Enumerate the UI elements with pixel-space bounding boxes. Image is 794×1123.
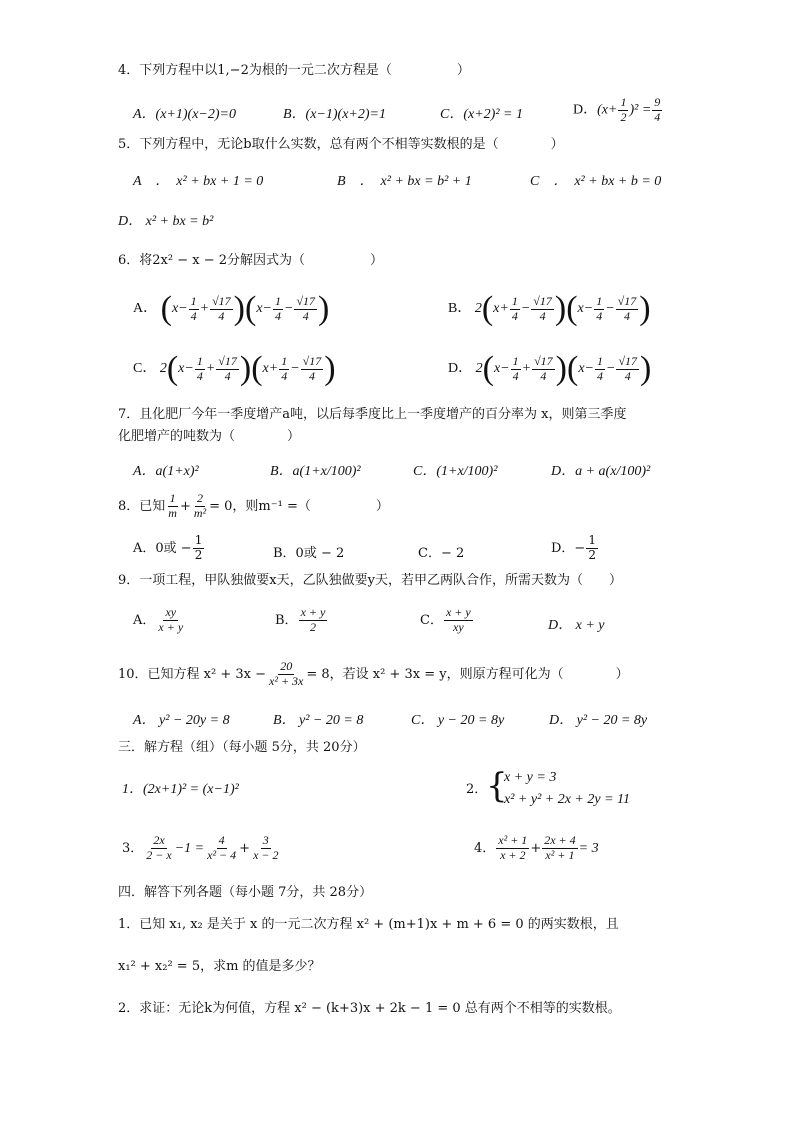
q8-a-pre: A．0或 −	[133, 540, 192, 556]
sec3-p3-f3	[251, 834, 280, 863]
section3-title: 三．解方程（组）（每小题 5分，共 20分）	[118, 740, 366, 755]
q6-a-f1	[189, 295, 199, 324]
sec3-problem2-eq2: x² + y² + 2x + 2y = 11	[504, 792, 630, 807]
q9-a-num: xy	[165, 605, 177, 619]
q8-d-frac	[586, 534, 598, 563]
q6-c-f1	[195, 355, 205, 384]
sec3-problem3	[122, 834, 282, 863]
den: 4	[596, 308, 603, 323]
sec3-p3-label: 3．	[122, 840, 144, 856]
sec4-problem1-line2: x₁² + x₂² = 5，求m 的值是多少？	[118, 959, 321, 974]
den: 4	[196, 368, 203, 383]
den: 4	[218, 308, 225, 323]
q9-stem: 9．一项工程，甲队独做要x天，乙队独做要y天，若甲乙两队合作，所需天数为（ ）	[118, 573, 622, 588]
num: 1	[596, 293, 603, 308]
q10-stem-post: = 8，若设 x² + 3x = y，则原方程可化为（ ）	[306, 666, 629, 682]
sec3-p3-f1	[144, 834, 173, 863]
q6-b-x2: x	[577, 301, 584, 317]
q7-option-d: D．a + a(x/100)²	[551, 464, 651, 479]
sec3-p4-f1	[496, 834, 529, 863]
q9-b-num: x + y	[300, 605, 326, 619]
sec3-problem2-eq1: x + y = 3	[504, 770, 557, 785]
q6-stem: 6．将2x² − x − 2分解因式为（ ）	[118, 253, 384, 268]
q10-option-b: B． y² − 20 = 8	[273, 713, 364, 728]
num: √17	[617, 293, 637, 308]
den: x + 2	[500, 847, 526, 862]
num: 2x	[153, 833, 165, 847]
q10-stem-pre: 10．已知方程 x² + 3x −	[118, 666, 267, 682]
q8-d-den: 2	[588, 547, 596, 562]
q9-c-den: xy	[453, 619, 464, 634]
q9-b-label: B．	[275, 612, 298, 628]
q6-c-f2	[216, 355, 239, 384]
q6-a-f4	[294, 295, 317, 324]
q9-c-num: x + y	[445, 605, 471, 619]
q10-option-d: D． y² − 20 = 8y	[549, 713, 648, 728]
q6-b-label: B．	[448, 301, 472, 317]
q6-option-a: A． (x− $\frac{1}{4}$ + $\frac{√17}{4}$ )(x− $\frac{1}{4}$ − $\frac{√17}{4}$ )	[133, 290, 330, 327]
den: 4	[624, 368, 631, 383]
q6-b-x1: x	[493, 301, 500, 317]
q8-n1: 1	[169, 491, 176, 505]
q6-c-coef: 2	[159, 361, 167, 377]
q8-stem-pre: 8．已知	[118, 498, 166, 514]
den: x² + 1	[545, 847, 575, 862]
q6-d-label: D．	[448, 361, 473, 377]
q6-b-f4	[616, 295, 639, 324]
den: 4	[281, 368, 288, 383]
q4-d-rnum: 9	[654, 95, 661, 109]
q7-option-a: A．a(1+x)²	[133, 464, 199, 479]
q10-den: x² + 3x	[269, 673, 304, 688]
q8-a-frac	[193, 534, 205, 563]
q8-plus: +	[179, 498, 191, 514]
num: 1	[281, 353, 288, 368]
q10-frac	[267, 660, 305, 689]
num: 2x + 4	[544, 833, 576, 847]
num: x² + 1	[498, 833, 528, 847]
num: 1	[597, 353, 603, 368]
num: √17	[296, 293, 316, 308]
sec3-p3-plus: +	[239, 840, 251, 856]
q8-option-d	[551, 534, 599, 563]
q6-c-x2: x	[262, 361, 269, 377]
q6-option-c: C． 2(x− $\frac{1}{4}$ + $\frac{√17}{4}$ )(x+ $\frac{1}{4}$ − $\frac{√17}{4}$ )	[133, 350, 336, 387]
q4-d-post: )² =	[629, 102, 652, 118]
q4-d-frac	[618, 96, 628, 125]
num: √17	[533, 293, 552, 308]
q10-num: 20	[280, 659, 293, 673]
q6-b-f3	[594, 295, 604, 324]
q6-b-f1	[510, 295, 520, 324]
q6-c-label: C．	[133, 361, 157, 377]
q4-option-b: B．(x−1)(x+2)=1	[283, 107, 386, 122]
q6-c-f3	[279, 355, 289, 384]
num: 1	[196, 353, 203, 368]
den: 4	[539, 308, 546, 323]
q4-option-a: A．(x+1)(x−2)=0	[133, 107, 236, 122]
q9-a-den: x + y	[158, 619, 184, 634]
q9-option-d: D． x + y	[548, 618, 605, 633]
num: 1	[511, 293, 518, 308]
q4-d-den: 2	[620, 109, 627, 124]
q4-d-pre: (x+	[597, 102, 618, 118]
sec3-p4-plus: +	[530, 840, 542, 856]
q6-b-f2	[531, 295, 554, 324]
den: 4	[511, 308, 518, 323]
num: √17	[618, 353, 638, 368]
q5-stem: 5．下列方程中，无论b取什么实数，总有两个不相等实数根的是（ ）	[118, 137, 564, 152]
sec4-problem1-line1: 1．已知 x₁, x₂ 是关于 x 的一元二次方程 x² + (m+1)x + m + 6 = 0 的两实数根，且	[118, 917, 619, 932]
q8-d-pre: D．−	[551, 540, 586, 556]
den: 4	[224, 368, 231, 383]
q8-d2: m²	[193, 505, 207, 520]
sec3-p4-rhs: = 3	[578, 840, 599, 856]
q8-a-num: 1	[194, 533, 203, 547]
sec3-problem1: 1．(2x+1)² = (x−1)²	[122, 782, 239, 797]
q7-option-c: C．(1+x/100)²	[413, 464, 498, 479]
q8-d1: m	[168, 505, 177, 520]
q8-a-den: 2	[194, 547, 203, 562]
den: 4	[597, 368, 603, 383]
q4-d-rden: 4	[654, 109, 661, 124]
q8-d-num: 1	[588, 533, 596, 547]
q9-option-b	[275, 606, 328, 635]
q5-option-a: A ． x² + bx + 1 = 0	[133, 174, 264, 189]
q8-n2: 2	[196, 491, 203, 505]
num: 1	[190, 293, 197, 308]
num: 1	[512, 353, 519, 368]
den: 4	[512, 368, 519, 383]
q6-d-x2: x	[578, 361, 585, 377]
q6-d-f3	[595, 355, 605, 384]
den: 4	[308, 368, 315, 383]
sec3-p4-label: 4．	[474, 840, 496, 856]
q8-stem-post: = 0，则m⁻¹ =（ ）	[209, 498, 389, 514]
q8-stem	[118, 492, 389, 521]
num: 3	[262, 833, 269, 847]
den: x − 2	[253, 847, 279, 862]
q10-option-a: A． y² − 20y = 8	[133, 713, 230, 728]
q7-option-b: B．a(1+x/100)²	[270, 464, 361, 479]
q4-d-num: 1	[620, 95, 627, 109]
q9-option-c	[420, 606, 474, 635]
q5-option-c: C ． x² + bx + b = 0	[530, 174, 662, 189]
num: √17	[302, 353, 322, 368]
q8-option-c: C．− 2	[418, 546, 465, 561]
q6-d-f4	[616, 355, 639, 384]
q9-b-frac	[299, 606, 328, 635]
q7-stem-line2: 化肥增产的吨数为（ ）	[118, 429, 301, 444]
num: √17	[218, 353, 237, 368]
num: 4	[218, 833, 225, 847]
q6-a-x2: x	[256, 301, 263, 317]
sec3-problem4	[474, 834, 599, 863]
sec3-p3-f2	[205, 834, 238, 863]
q7-stem-line1: 7．且化肥厂今年一季度增产a吨，以后每季度比上一季度增产的百分率为 x，则第三季度	[118, 407, 627, 422]
num: √17	[212, 293, 231, 308]
q9-a-frac	[156, 606, 185, 635]
q4-stem: 4．下列方程中以1,−2为根的一元二次方程是（ ）	[118, 63, 470, 78]
den: 4	[623, 308, 630, 323]
q9-b-den: 2	[309, 619, 316, 634]
q6-d-x1: x	[493, 361, 501, 377]
q8-option-b: B．0或 − 2	[273, 546, 345, 561]
den: 4	[540, 368, 547, 383]
q6-c-x1: x	[178, 361, 185, 377]
q8-option-a	[133, 534, 205, 563]
sec3-p3-mid: −1 =	[174, 840, 205, 856]
q6-d-f1	[511, 355, 521, 384]
q8-frac2	[192, 492, 208, 521]
q8-frac1	[166, 492, 179, 521]
q5-option-b: B ． x² + bx = b² + 1	[337, 174, 472, 189]
den: 4	[190, 308, 197, 323]
num: 1	[275, 293, 281, 308]
q6-c-f4	[301, 355, 324, 384]
sec3-problem2-brace: {	[486, 766, 508, 806]
q9-c-label: C．	[420, 612, 443, 628]
q6-b-coef: 2	[474, 301, 482, 317]
section4-title: 四．解答下列各题（每小题 7分，共 28分）	[118, 885, 373, 900]
sec3-problem2-label: 2．	[466, 782, 488, 797]
q6-d-coef: 2	[475, 361, 483, 377]
q6-option-d: D． 2(x− $\frac{1}{4}$ + $\frac{√17}{4}$ )(x− $\frac{1}{4}$ − $\frac{√17}{4}$ )	[448, 350, 652, 387]
den: 4	[275, 308, 281, 323]
q5-option-d: D． x² + bx = b²	[118, 214, 214, 229]
q10-option-c: C． y − 20 = 8y	[411, 713, 505, 728]
q6-a-f3	[273, 295, 283, 324]
num: √17	[534, 353, 553, 368]
q4-d-rfrac	[652, 96, 662, 125]
sec4-problem2: 2．求证：无论k为何值，方程 x² − (k+3)x + 2k − 1 = 0 总有两个不相等的实数根。	[118, 1001, 621, 1016]
q6-a-label: A．	[133, 301, 158, 317]
q6-a-x1: x	[171, 301, 179, 317]
den: 2 − x	[146, 847, 172, 862]
q6-d-f2	[532, 355, 555, 384]
q10-stem	[118, 660, 629, 689]
q4-option-d	[573, 96, 663, 125]
q4-option-c: C．(x+2)² = 1	[440, 107, 523, 122]
sec3-p4-f2	[542, 834, 577, 863]
q6-option-b: B． 2(x+ $\frac{1}{4}$ − $\frac{√17}{4}$ )(x− $\frac{1}{4}$ − $\frac{√17}{4}$ )	[448, 290, 651, 327]
den: 4	[302, 308, 309, 323]
q9-a-label: A．	[133, 612, 156, 628]
q9-option-a	[133, 606, 186, 635]
q9-c-frac	[444, 606, 473, 635]
den: x² − 4	[207, 847, 237, 862]
q6-a-f2	[210, 295, 233, 324]
q4-d-label: D．	[573, 102, 598, 118]
